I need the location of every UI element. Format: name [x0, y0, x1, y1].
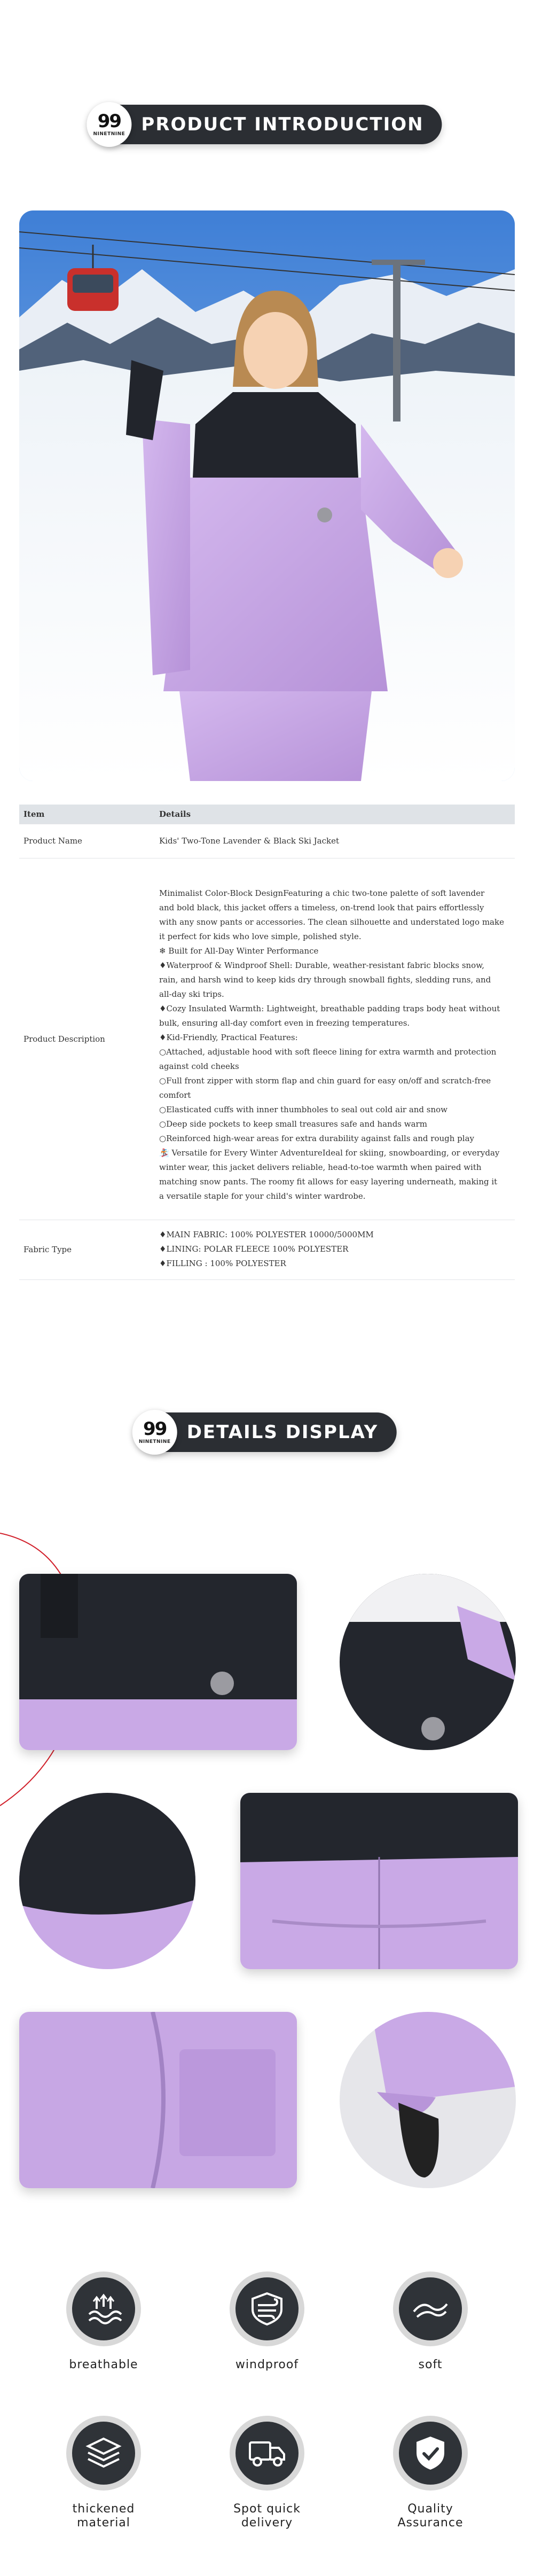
text-line: against cold cheeks	[159, 1061, 239, 1071]
table-row-fabric	[19, 1220, 515, 1279]
brand-logo-text: NINETNINE	[93, 131, 125, 137]
text-line: ○Deep side pockets to keep small treasures safe and hands warm	[159, 1119, 427, 1129]
delivery-truck-icon	[248, 2438, 286, 2468]
description-text	[159, 886, 508, 1204]
table-header-item: Item	[19, 805, 153, 824]
feature-label: Quality Assurance	[397, 2502, 464, 2530]
text-line: winter wear, this jacket delivers reliable, head-to-toe warmth when paired with	[159, 1162, 482, 1172]
text-line: a versatile staple for your child's winter wardrobe.	[159, 1191, 366, 1201]
detail-photo-logo-badge	[340, 1574, 516, 1750]
text-line: ♦Kid-Friendly, Practical Features:	[159, 1032, 298, 1042]
shield-check-icon	[413, 2434, 447, 2472]
text-line: ○Reinforced high-wear areas for extra durability against falls and rough play	[159, 1133, 474, 1143]
detail-photo-waist	[240, 1793, 518, 1969]
text-line: all-day ski trips.	[159, 989, 224, 999]
text-line: bulk, ensuring all-day comfort even in freezing temperatures.	[159, 1018, 410, 1028]
brand-logo-text: NINETNINE	[138, 1439, 171, 1445]
layers-icon	[85, 2436, 122, 2471]
hood-detail-illustration	[19, 1793, 195, 1969]
table-row-description	[19, 858, 515, 1220]
table-header-row	[19, 805, 515, 824]
text-line: and bold black, this jacket offers a timeless, on-trend look that pairs effortlessly	[159, 902, 484, 912]
brand-logo	[87, 102, 131, 147]
text-line: 🏂 Versatile for Every Winter AdventureIdeal for skiing, snowboarding, or everyday	[159, 1148, 500, 1158]
section-header-intro	[92, 105, 442, 144]
feature-windproof	[214, 2271, 320, 2372]
fabric-text	[159, 1228, 508, 1271]
section-title: DETAILS DISPLAY	[186, 1422, 379, 1443]
text-line: comfort	[159, 1090, 191, 1100]
section-header-details	[138, 1412, 397, 1452]
windproof-icon	[248, 2291, 286, 2327]
feature-soft	[377, 2271, 484, 2372]
text-line: ○Elasticated cuffs with inner thumbholes to seal out cold air and snow	[159, 1104, 448, 1114]
text-line: ♦LINING: POLAR FLEECE 100% POLYESTER	[159, 1244, 349, 1254]
fabric-label: Fabric Type	[19, 1220, 153, 1279]
section-title: PRODUCT INTRODUCTION	[141, 114, 424, 135]
table-row-product-name	[19, 824, 515, 858]
badge-detail-illustration	[340, 1574, 516, 1750]
detail-photo-cuff	[340, 2012, 516, 2188]
text-line: ♦Waterproof & Windproof Shell: Durable, weather-resistant fabric blocks snow,	[159, 960, 485, 970]
hero-product-photo	[19, 210, 515, 781]
brand-logo	[132, 1410, 177, 1455]
brand-logo-number: 99	[143, 1418, 167, 1440]
collar-detail-illustration	[19, 1574, 297, 1750]
text-line: ○Full front zipper with storm flap and chin guard for easy on/off and scratch-free	[159, 1075, 491, 1086]
feature-label: breathable	[69, 2358, 138, 2371]
feature-quality-assurance	[377, 2416, 484, 2530]
detail-photo-pocket	[19, 2012, 297, 2188]
text-line: with any snow pants or accessories. The clean silhouette and understated logo make	[159, 917, 504, 927]
product-name-label: Product Name	[19, 824, 153, 858]
text-line: ○Attached, adjustable hood with soft fleece lining for extra warmth and protection	[159, 1047, 497, 1057]
waist-detail-illustration	[240, 1793, 518, 1969]
text-line: ♦MAIN FABRIC: 100% POLYESTER 10000/5000MM	[159, 1229, 374, 1239]
feature-breathable	[50, 2271, 157, 2372]
spec-table	[19, 805, 515, 1280]
feature-label: Spot quick delivery	[233, 2502, 301, 2530]
text-line: matching snow pants. The roomy fit allows for easy layering underneath, making it	[159, 1176, 498, 1186]
breathable-icon	[85, 2293, 122, 2325]
feature-label: soft	[418, 2358, 443, 2371]
feature-label: thickened material	[72, 2502, 135, 2530]
soft-icon	[412, 2296, 449, 2322]
description-label: Product Description	[19, 858, 153, 1220]
brand-logo-number: 99	[97, 111, 121, 132]
feature-thickened-material	[50, 2416, 157, 2530]
table-header-details: Details	[153, 805, 515, 824]
text-line: ♦Cozy Insulated Warmth: Lightweight, breathable padding traps body heat without	[159, 1003, 500, 1013]
detail-photo-hood	[19, 1793, 195, 1969]
feature-label: windproof	[235, 2358, 299, 2371]
product-name-value: Kids' Two-Tone Lavender & Black Ski Jacket	[153, 824, 515, 858]
detail-photo-collar	[19, 1574, 297, 1750]
pocket-detail-illustration	[19, 2012, 297, 2188]
text-line: Minimalist Color-Block DesignFeaturing a chic two-tone palette of soft lavender	[159, 888, 485, 898]
text-line: ❄ Built for All-Day Winter Performance	[159, 946, 319, 956]
text-line: rain, and harsh wind to keep kids dry through snowball fights, sledding runs, and	[159, 974, 491, 985]
text-line: ♦FILLING : 100% POLYESTER	[159, 1258, 286, 1268]
hero-illustration	[19, 210, 515, 781]
text-line: it perfect for kids who love simple, polished style.	[159, 931, 362, 941]
cuff-detail-illustration	[340, 2012, 516, 2188]
feature-spot-quick-delivery	[214, 2416, 320, 2530]
